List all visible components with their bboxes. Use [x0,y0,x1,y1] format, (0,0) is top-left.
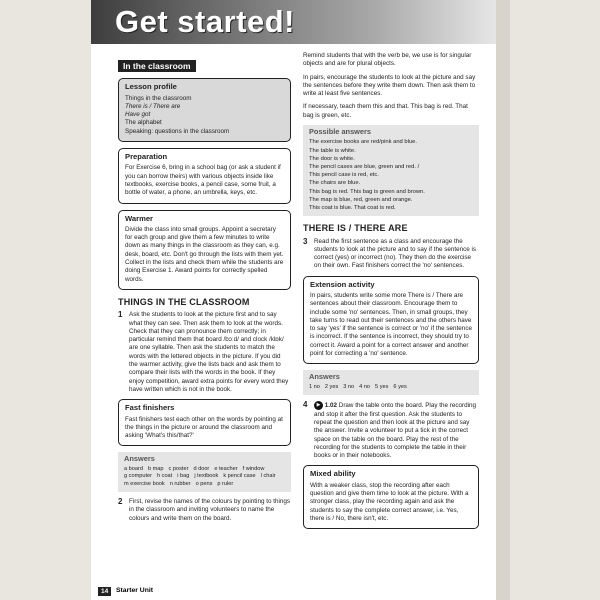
page-title: Get started! [115,4,295,39]
extension-activity-box [303,276,479,365]
possible-answer-line: The door is white. [309,155,355,162]
preparation-title: Preparation [125,152,168,162]
audio-play-icon[interactable]: ▶ [314,401,323,410]
answer-item: c poster [168,465,189,472]
mixed-ability-title: Mixed ability [310,469,356,479]
answers-title: Answers [309,372,340,382]
extension-text: In pairs, students write some more There is / There are sentences about their classroom. Encourage them to include some 'no' sentences. Then, in small groups, they take turns to read out their sentences and the others have to say 'yes' if the sentence is correct or 'no' if the sentence is incorrect. If the sentence is incorrect, they should try to correct it. Award a point for a correct answer and another point for correcting a 'no' sentence. [310,291,472,358]
audio-track-number: 1.02 [324,402,338,410]
possible-answer-line: The map is blue, red, green and orange. [309,196,413,203]
answer-item: 3 no [343,383,355,390]
answer-item: 4 no [359,383,371,390]
step-2 [118,498,291,523]
warmer-title: Warmer [125,213,153,223]
preparation-box [118,148,291,203]
step-number: 1 [118,310,123,320]
step-3 [303,238,479,271]
textbook-page [91,0,496,600]
answer-item: n rubber [169,480,191,487]
lesson-profile-line: Things in the classroom [125,94,192,102]
answer-item: b map [147,465,164,472]
title-banner [91,0,496,44]
section-tab: In the classroom [118,60,196,72]
answer-item: a board [124,465,143,472]
possible-answer-line: This bag is red. This bag is green and brown. [309,188,425,195]
answer-item: l chair [260,473,276,480]
lesson-profile-line: Have got [125,111,151,119]
lesson-profile-box [118,78,291,142]
intro-paragraph: Remind students that with the verb be, we use is for singular objects and are for plural objects. [303,52,472,68]
possible-answer-line: This coat is blue. That coat is red. [309,205,396,211]
answers-list [309,384,473,392]
step-number: 4 [303,400,308,410]
answer-item: g computer [124,473,152,480]
step-number: 2 [118,497,123,507]
answer-item: e teacher [214,465,238,472]
lesson-profile-line: Speaking: questions in the classroom [125,127,230,135]
possible-answer-line: The table is white. [309,147,356,154]
possible-answer-line: The pencil cases are blue, green and red. / [309,163,420,170]
section-heading-things: THINGS IN THE CLASSROOM [118,296,250,307]
fast-finishers-title: Fast finishers [125,403,175,413]
answer-item: 5 yes [375,383,389,390]
answer-item: f window [242,465,265,472]
possible-answer-line: The exercise books are red/pink and blue. [309,139,417,146]
answer-item: h coat [156,473,173,480]
answer-item: k pencil case [223,473,256,480]
lesson-profile-line: The alphabet [125,119,162,127]
fast-finishers-text: Fast finishers test each other on the words by pointing at the things in the picture or around the classroom and asking 'What's this/that?' [125,415,283,440]
answer-item: j textbook [194,473,219,480]
mixed-ability-box [303,465,479,529]
answer-item: d door [193,465,210,472]
step-number: 3 [303,236,308,246]
step-1 [118,311,291,394]
intro-paragraph: In pairs, encourage the students to look at the picture and say the sentences before they write them down. Then ask them to write at least five sentences. [303,73,476,98]
lesson-profile-title: Lesson profile [125,82,177,92]
page-number: 14 [98,587,111,596]
answer-item: 1 no [309,383,320,390]
answer-item: i bag [177,473,190,480]
possible-answer-line: This pencil case is red, etc. [309,172,379,179]
answer-item: m exercise book [124,480,165,487]
page-footer [91,580,496,600]
answer-item: 6 yes [393,383,407,390]
warmer-box [118,210,291,290]
fast-finishers-box [118,399,291,446]
possible-answer-line: The chairs are blue. [309,180,361,187]
warmer-text: Divide the class into small groups. Appoint a secretary for each group and give them a few minutes to write down as many things in the classroom as they can, e.g. desk, board, etc. Don't go through the lists with them yet. Collect in the lists and check them while the students are doing Exercise 1. Award points for correctly spelled words. [125,225,284,283]
answers-box-left [118,452,291,492]
step-text: Ask the students to look at the picture first and to say what they can see. Then ask them to look at the words. Check that they can pronounce them correctly; in particular remind them that board /bɔːd/ and clock /klɒk/ are one syllable. Then ask the students to match the words with the lettered objects in the picture. If you did the warmer activity, give the lists back and ask them to compare their lists with the words in the book. If they enjoy competition, award extra points for every word they have written which is not in the book. [129,311,289,393]
possible-answers-box [303,125,479,216]
answers-title: Answers [124,454,155,464]
answer-item: 2 yes [324,383,339,390]
mixed-ability-text: With a weaker class, stop the recording after each question and give them time to look at the picture. With a stronger class, play the recording again and ask the students to say the complete correct answer, i.e. Yes, there is / No, there isn't, etc. [310,481,469,522]
section-heading-there-is: THERE IS / THERE ARE [303,223,408,234]
preparation-text: For Exercise 6, bring in a school bag (or ask a student if you can borrow theirs) with various objects inside like textbooks, exercise books, a pencil case, some fruit, a bottle of water, a phone, an umbrella, keys, etc. [125,164,281,197]
extension-title: Extension activity [310,279,375,289]
lesson-profile-line: There is / There are [125,102,181,110]
step-text: Draw the table onto the board. Play the recording and stop it after the first question. Ask the students to repeat the question and then look at the picture and say the answer. Invite a volunteer to put a tick in the correct space on the table on the board. Play the rest of the recording for the students to complete the table in their books or in their notebooks. [314,402,476,460]
step-text: First, revise the names of the colours by pointing to things in the classroom and inviting volunteers to name the colours and write them on the board. [129,498,291,522]
intro-paragraph: If necessary, teach them this and that. This bag is red. That bag is green, etc. [303,103,468,119]
page-edge [496,0,510,600]
right-column [303,52,479,535]
step-4 [303,401,479,460]
step-text: Read the first sentence as a class and encourage the students to look at the picture and to say if the sentence is correct (yes) or incorrect (no). They then do the exercise on their own. Fast finishers correct the 'no' sentences. [314,237,477,270]
answers-box-right [303,370,479,395]
answer-item: p ruler [217,480,234,487]
answer-item: o pens [195,480,213,487]
left-column [118,52,291,528]
answers-list [124,466,285,489]
possible-answers-title: Possible answers [309,127,372,137]
unit-label: Starter Unit [116,587,154,594]
